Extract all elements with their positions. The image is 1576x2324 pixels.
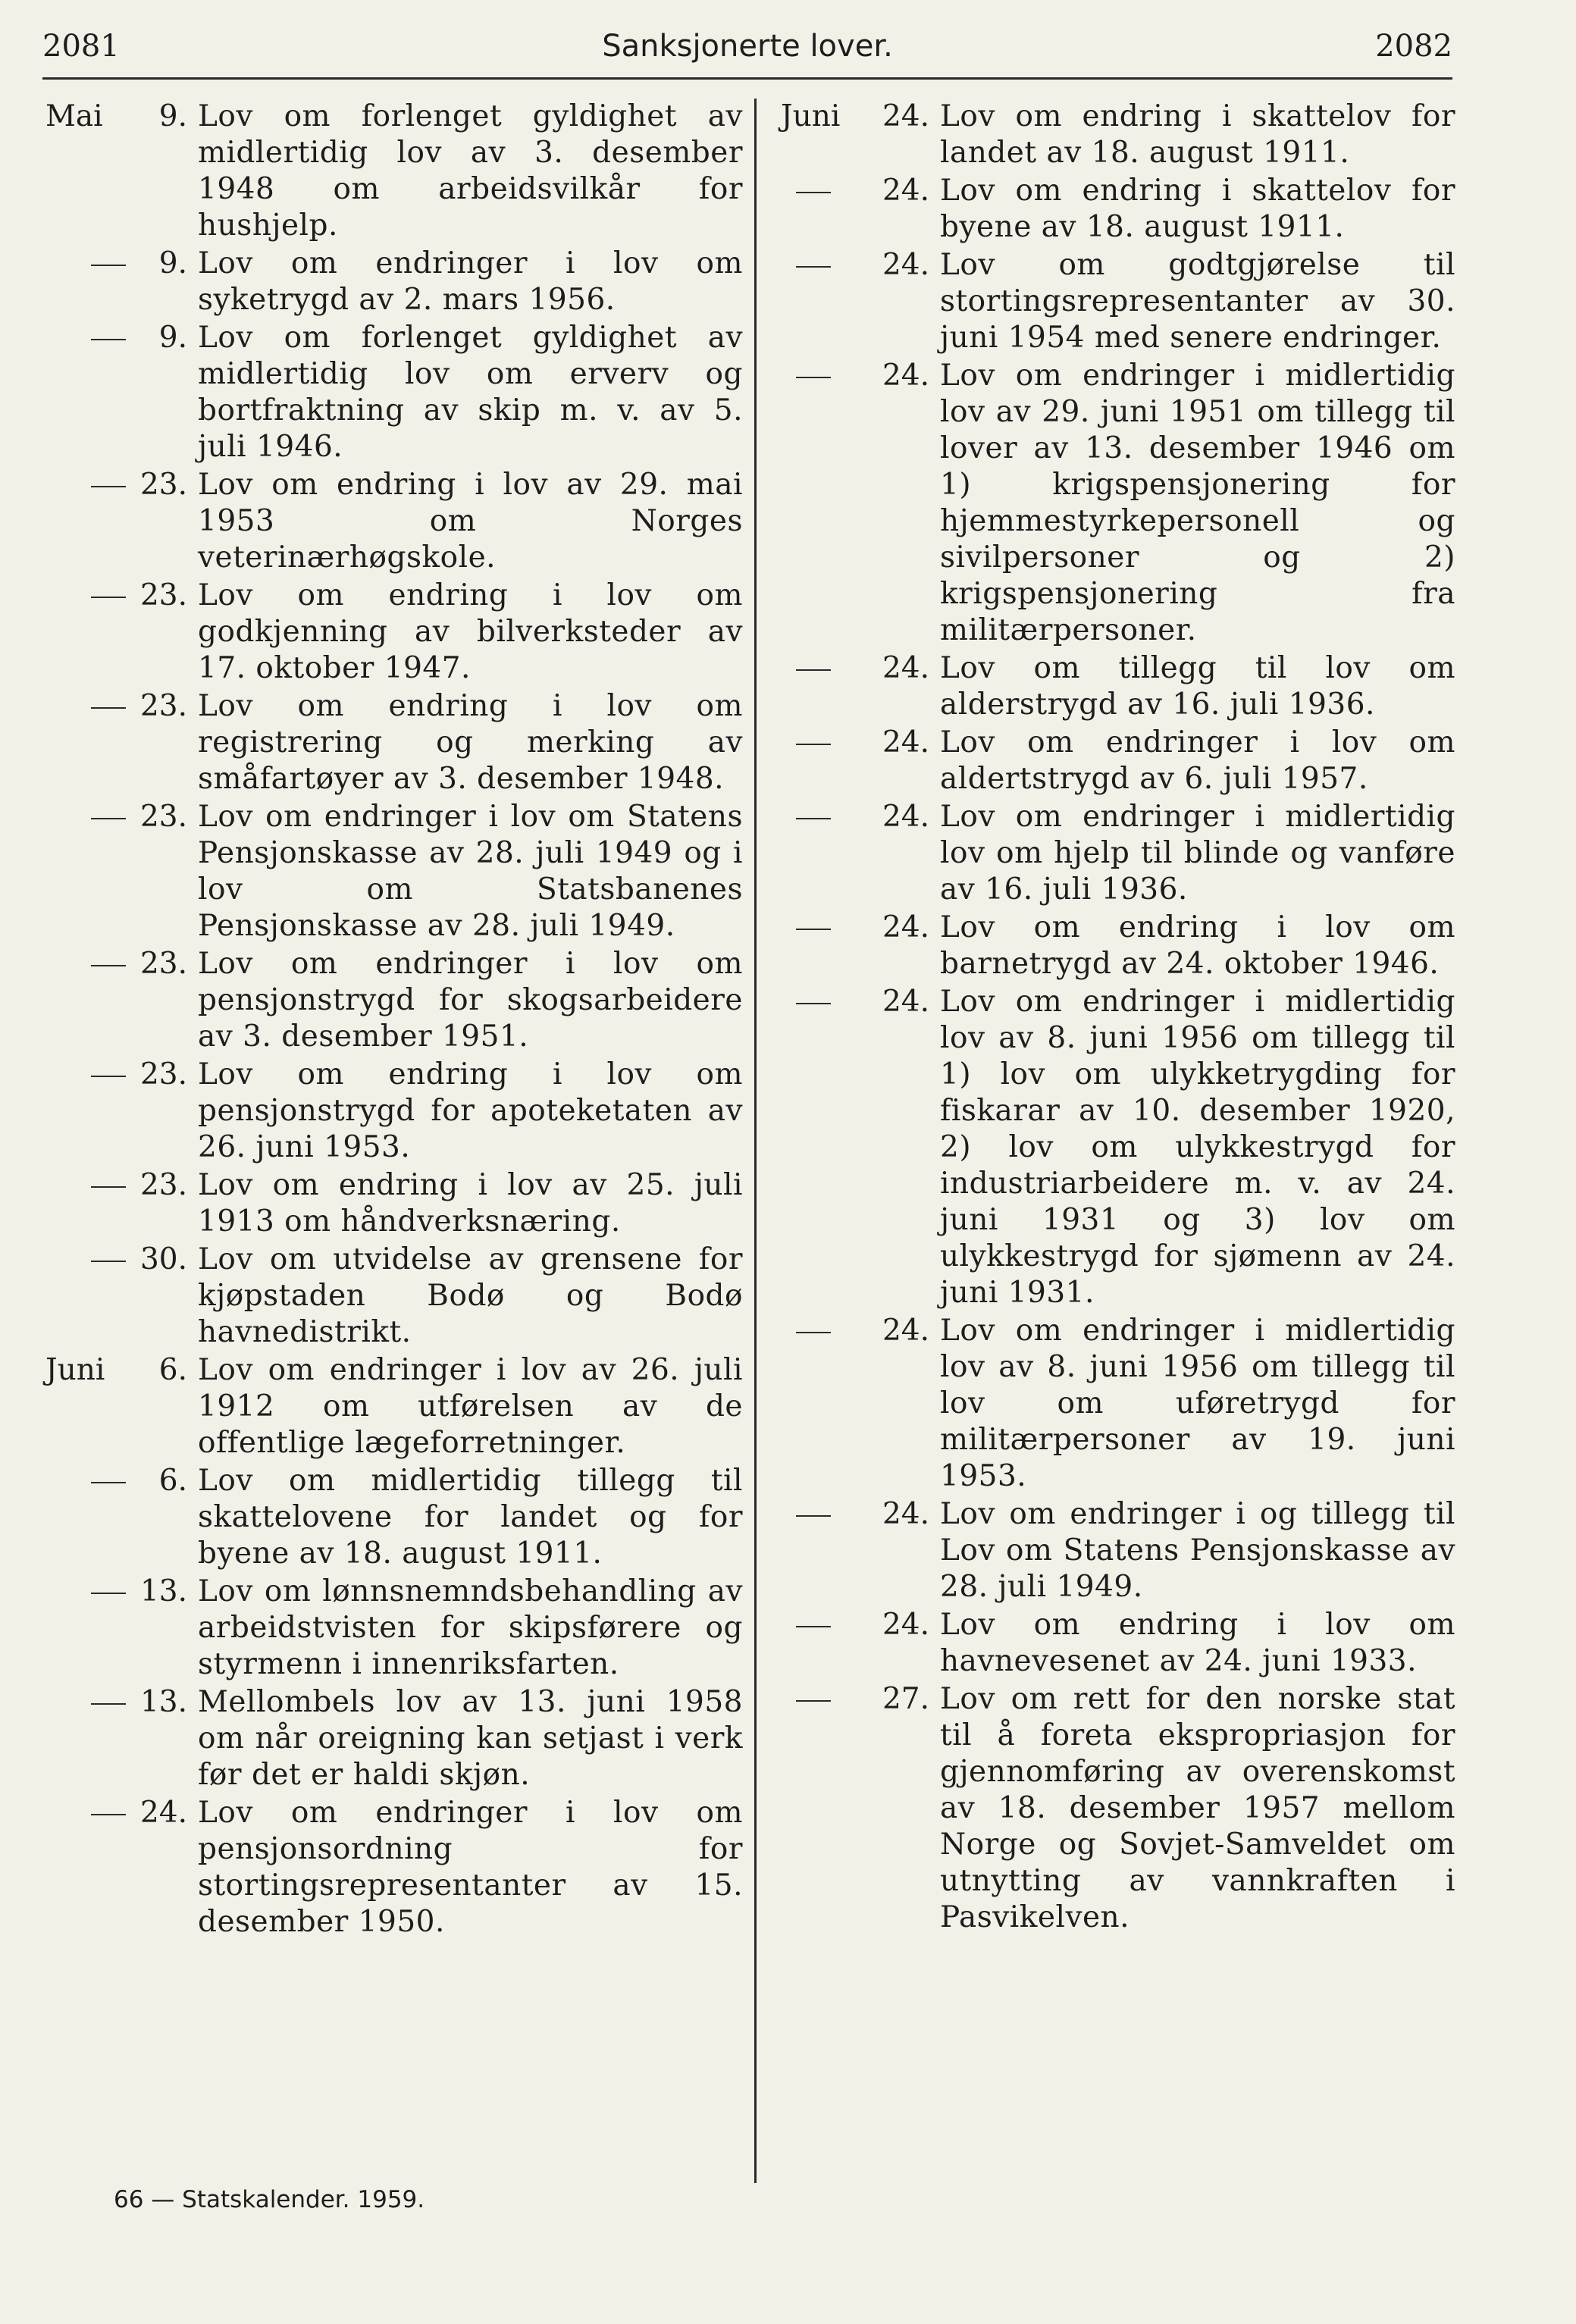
ditto-dash bbox=[796, 669, 831, 671]
ditto-dash bbox=[796, 744, 831, 745]
entry-day: 24. bbox=[882, 725, 929, 760]
law-entry bbox=[781, 1313, 1455, 1495]
entry-day: 23. bbox=[139, 578, 187, 612]
law-entry bbox=[45, 99, 743, 244]
entry-day: 23. bbox=[139, 689, 187, 723]
law-entry bbox=[781, 725, 1455, 797]
entry-day: 9. bbox=[158, 321, 187, 355]
page-header bbox=[42, 29, 1452, 74]
law-entry bbox=[781, 984, 1455, 1311]
law-entry bbox=[781, 358, 1455, 649]
ditto-dash bbox=[796, 1003, 831, 1004]
page-number-left: 2081 bbox=[42, 29, 120, 64]
entry-month bbox=[45, 320, 125, 356]
entry-month bbox=[45, 1242, 125, 1278]
law-entry bbox=[45, 1795, 743, 1940]
entry-day: 24. bbox=[882, 800, 929, 834]
law-entry bbox=[45, 1463, 743, 1572]
entry-text: Lov om endringer i midlertidig lov av 29. juni 1951 om tillegg til lover av 13. desember 1946 om 1) krigspensjonering for hjemmestyrkepersonell og sivilpersoner og 2) krigspensjonering fra militærpersoner. bbox=[940, 359, 1455, 647]
entry-text: Lov om endringer i midlertidig lov av 8. juni 1956 om tillegg til lov om uføretrygd for militærpersoner av 19. juni 1953. bbox=[940, 1314, 1455, 1493]
law-entry bbox=[45, 578, 743, 687]
entry-day: 13. bbox=[139, 1574, 187, 1608]
ditto-dash bbox=[91, 1593, 126, 1594]
entry-day: 23. bbox=[139, 1168, 187, 1202]
column-divider bbox=[754, 99, 757, 2183]
entry-day: 24. bbox=[882, 910, 929, 944]
entry-day: 6. bbox=[158, 1464, 187, 1498]
ditto-dash bbox=[91, 339, 126, 340]
law-entry bbox=[45, 1242, 743, 1351]
ditto-dash bbox=[796, 377, 831, 378]
law-entry bbox=[781, 1681, 1455, 1936]
entry-day: 30. bbox=[139, 1242, 187, 1276]
ditto-dash bbox=[796, 192, 831, 193]
law-entry bbox=[781, 799, 1455, 908]
entry-text: Lov om utvidelse av grensene for kjøpstaden Bodø og Bodø havnedistrikt. bbox=[198, 1242, 743, 1349]
entry-text: Lov om lønnsnemndsbehandling av arbeidstvisten for skipsførere og styrmenn i innenriksfarten. bbox=[198, 1574, 743, 1681]
entry-day: 13. bbox=[139, 1685, 187, 1719]
entry-text: Lov om endring i lov av 25. juli 1913 om håndverksnæring. bbox=[198, 1168, 743, 1239]
entry-day: 6. bbox=[158, 1353, 187, 1387]
ditto-dash bbox=[91, 1703, 126, 1705]
entry-text: Lov om midlertidig tillegg til skattelovene for landet og for byene av 18. august 1911. bbox=[198, 1464, 743, 1571]
ditto-dash bbox=[91, 597, 126, 598]
entry-text: Lov om endringer i lov av 26. juli 1912 om utførelsen av de offentlige lægeforretninger. bbox=[198, 1353, 743, 1460]
ditto-dash bbox=[796, 1626, 831, 1627]
entry-day: 23. bbox=[139, 800, 187, 834]
ditto-dash bbox=[796, 929, 831, 930]
law-entry bbox=[45, 946, 743, 1055]
entry-month bbox=[781, 1607, 857, 1643]
entry-day: 23. bbox=[139, 468, 187, 502]
entry-day: 24. bbox=[882, 99, 929, 133]
page-footer: 66 — Statskalender. 1959. bbox=[114, 2186, 425, 2213]
law-entry bbox=[45, 1167, 743, 1240]
entry-month bbox=[781, 984, 857, 1020]
ditto-dash bbox=[91, 1261, 126, 1262]
entry-text: Mellombels lov av 13. juni 1958 om når oreigning kan setjast i verk før det er haldi skjøn. bbox=[198, 1685, 743, 1792]
entry-month bbox=[781, 358, 857, 394]
entry-text: Lov om endring i lov om registrering og merking av småfartøyer av 3. desember 1948. bbox=[198, 689, 743, 796]
entry-text: Lov om endringer i lov om pensjonsordning for stortingsrepresentanter av 15. desember 1950. bbox=[198, 1796, 743, 1939]
entry-month bbox=[45, 578, 125, 614]
entry-text: Lov om endring i lov om pensjonstrygd for apoteketaten av 26. juni 1953. bbox=[198, 1057, 743, 1164]
law-entry bbox=[45, 1352, 743, 1461]
entry-month bbox=[781, 650, 857, 687]
entry-month bbox=[781, 173, 857, 209]
ditto-dash bbox=[91, 486, 126, 487]
header-rule bbox=[42, 77, 1452, 80]
ditto-dash bbox=[796, 1700, 831, 1702]
entry-day: 24. bbox=[882, 1497, 929, 1531]
entry-month bbox=[45, 467, 125, 503]
entry-day: 9. bbox=[158, 246, 187, 280]
law-entry bbox=[45, 246, 743, 318]
entry-month bbox=[781, 910, 857, 946]
ditto-dash bbox=[91, 965, 126, 966]
entry-text: Lov om tillegg til lov om alderstrygd av 16. juli 1936. bbox=[940, 651, 1455, 722]
law-entry bbox=[781, 99, 1455, 171]
law-entry bbox=[45, 320, 743, 465]
entry-month bbox=[781, 1313, 857, 1349]
entry-month bbox=[781, 1681, 857, 1718]
entry-month bbox=[781, 247, 857, 283]
entry-text: Lov om rett for den norske stat til å foreta ekspropriasjon for gjennomføring av overenskomst av 18. desember 1957 mellom Norge og Sovjet-Samveldet om utnytting av vannkraften i Pasvikelven. bbox=[940, 1682, 1455, 1934]
entry-day: 24. bbox=[882, 651, 929, 685]
entry-month bbox=[45, 1057, 125, 1093]
entry-day: 24. bbox=[139, 1796, 187, 1830]
entry-month bbox=[781, 799, 857, 835]
law-entry bbox=[781, 1496, 1455, 1605]
ditto-dash bbox=[91, 265, 126, 266]
entry-day: 24. bbox=[882, 1314, 929, 1348]
page-title: Sanksjonerte lover. bbox=[602, 29, 893, 64]
ditto-dash bbox=[796, 1332, 831, 1333]
law-entry bbox=[781, 1607, 1455, 1680]
entry-month bbox=[45, 1463, 125, 1499]
entry-text: Lov om endringer i lov om pensjonstrygd for skogsarbeidere av 3. desember 1951. bbox=[198, 947, 743, 1054]
entry-day: 9. bbox=[158, 99, 187, 133]
law-entry bbox=[781, 910, 1455, 982]
law-entry bbox=[45, 1574, 743, 1683]
entry-text: Lov om endring i lov om godkjenning av bilverksteder av 17. oktober 1947. bbox=[198, 578, 743, 685]
entry-day: 23. bbox=[139, 1057, 187, 1092]
entry-month bbox=[45, 1574, 125, 1610]
ditto-dash bbox=[91, 1076, 126, 1077]
ditto-dash bbox=[91, 1186, 126, 1188]
entry-day: 24. bbox=[882, 359, 929, 393]
entry-day: 24. bbox=[882, 1608, 929, 1642]
entry-month bbox=[45, 1795, 125, 1831]
entry-text: Lov om forlenget gyldighet av midlertidig lov av 3. desember 1948 om arbeidsvilkår for hushjelp. bbox=[198, 99, 743, 243]
entry-text: Lov om godtgjørelse til stortingsrepresentanter av 30. juni 1954 med senere endringer. bbox=[940, 248, 1455, 355]
entry-text: Lov om endring i lov om barnetrygd av 24. oktober 1946. bbox=[940, 910, 1455, 981]
law-entry bbox=[781, 173, 1455, 246]
entry-text: Lov om endring i skattelov for byene av 18. august 1911. bbox=[940, 174, 1455, 244]
law-entry bbox=[45, 1684, 743, 1793]
entry-day: 24. bbox=[882, 985, 929, 1019]
entry-text: Lov om endringer i midlertidig lov om hjelp til blinde og vanføre av 16. juli 1936. bbox=[940, 800, 1455, 907]
entry-text: Lov om endringer i lov om Statens Pensjonskasse av 28. juli 1949 og i lov om Statsbanenes Pensjonskasse av 28. juli 1949. bbox=[198, 800, 743, 943]
entry-text: Lov om endringer i og tillegg til Lov om Statens Pensjonskasse av 28. juli 1949. bbox=[940, 1497, 1455, 1604]
entry-month bbox=[781, 725, 857, 761]
entry-month bbox=[45, 799, 125, 835]
law-entry bbox=[45, 799, 743, 944]
entry-month bbox=[45, 1684, 125, 1721]
ditto-dash bbox=[796, 818, 831, 819]
entry-text: Lov om endringer i lov om aldertstrygd av 6. juli 1957. bbox=[940, 725, 1455, 796]
entry-text: Lov om endringer i lov om syketrygd av 2. mars 1956. bbox=[198, 246, 743, 317]
ditto-dash bbox=[91, 1814, 126, 1815]
entry-text: Lov om endring i skattelov for landet av 18. august 1911. bbox=[940, 99, 1455, 170]
right-column bbox=[781, 99, 1455, 1937]
entry-month: Juni bbox=[45, 1353, 105, 1387]
entry-month bbox=[45, 688, 125, 725]
ditto-dash bbox=[796, 266, 831, 268]
left-column bbox=[45, 99, 743, 1942]
ditto-dash bbox=[91, 707, 126, 709]
law-entry bbox=[45, 467, 743, 576]
ditto-dash bbox=[91, 818, 126, 819]
entry-day: 24. bbox=[882, 174, 929, 208]
entry-text: Lov om endring i lov av 29. mai 1953 om Norges veterinærhøgskole. bbox=[198, 468, 743, 575]
page-number-right: 2082 bbox=[1375, 29, 1452, 64]
law-entry bbox=[45, 1057, 743, 1166]
entry-text: Lov om endringer i midlertidig lov av 8. juni 1956 om tillegg til 1) lov om ulykketrygding for fiskarar av 10. desember 1920, 2) lov om ulykkestrygd for industriarbeidere m. v. av 24. juni 1931 og 3) lov om ulykkestrygd for sjømenn av 24. juni 1931. bbox=[940, 985, 1455, 1310]
entry-day: 23. bbox=[139, 947, 187, 981]
entry-month: Mai bbox=[45, 99, 103, 133]
entry-month: Juni bbox=[781, 99, 841, 133]
entry-text: Lov om endring i lov om havnevesenet av 24. juni 1933. bbox=[940, 1608, 1455, 1678]
ditto-dash bbox=[796, 1515, 831, 1517]
entry-month bbox=[45, 1167, 125, 1204]
ditto-dash bbox=[91, 1482, 126, 1483]
entry-month bbox=[781, 1496, 857, 1533]
entry-month bbox=[45, 946, 125, 982]
law-entry bbox=[781, 247, 1455, 356]
entry-day: 27. bbox=[882, 1682, 929, 1716]
law-entry bbox=[781, 650, 1455, 723]
entry-day: 24. bbox=[882, 248, 929, 282]
entry-text: Lov om forlenget gyldighet av midlertidig lov om erverv og bortfraktning av skip m. v. av 5. juli 1946. bbox=[198, 321, 743, 464]
law-entry bbox=[45, 688, 743, 797]
entry-month bbox=[45, 246, 125, 282]
